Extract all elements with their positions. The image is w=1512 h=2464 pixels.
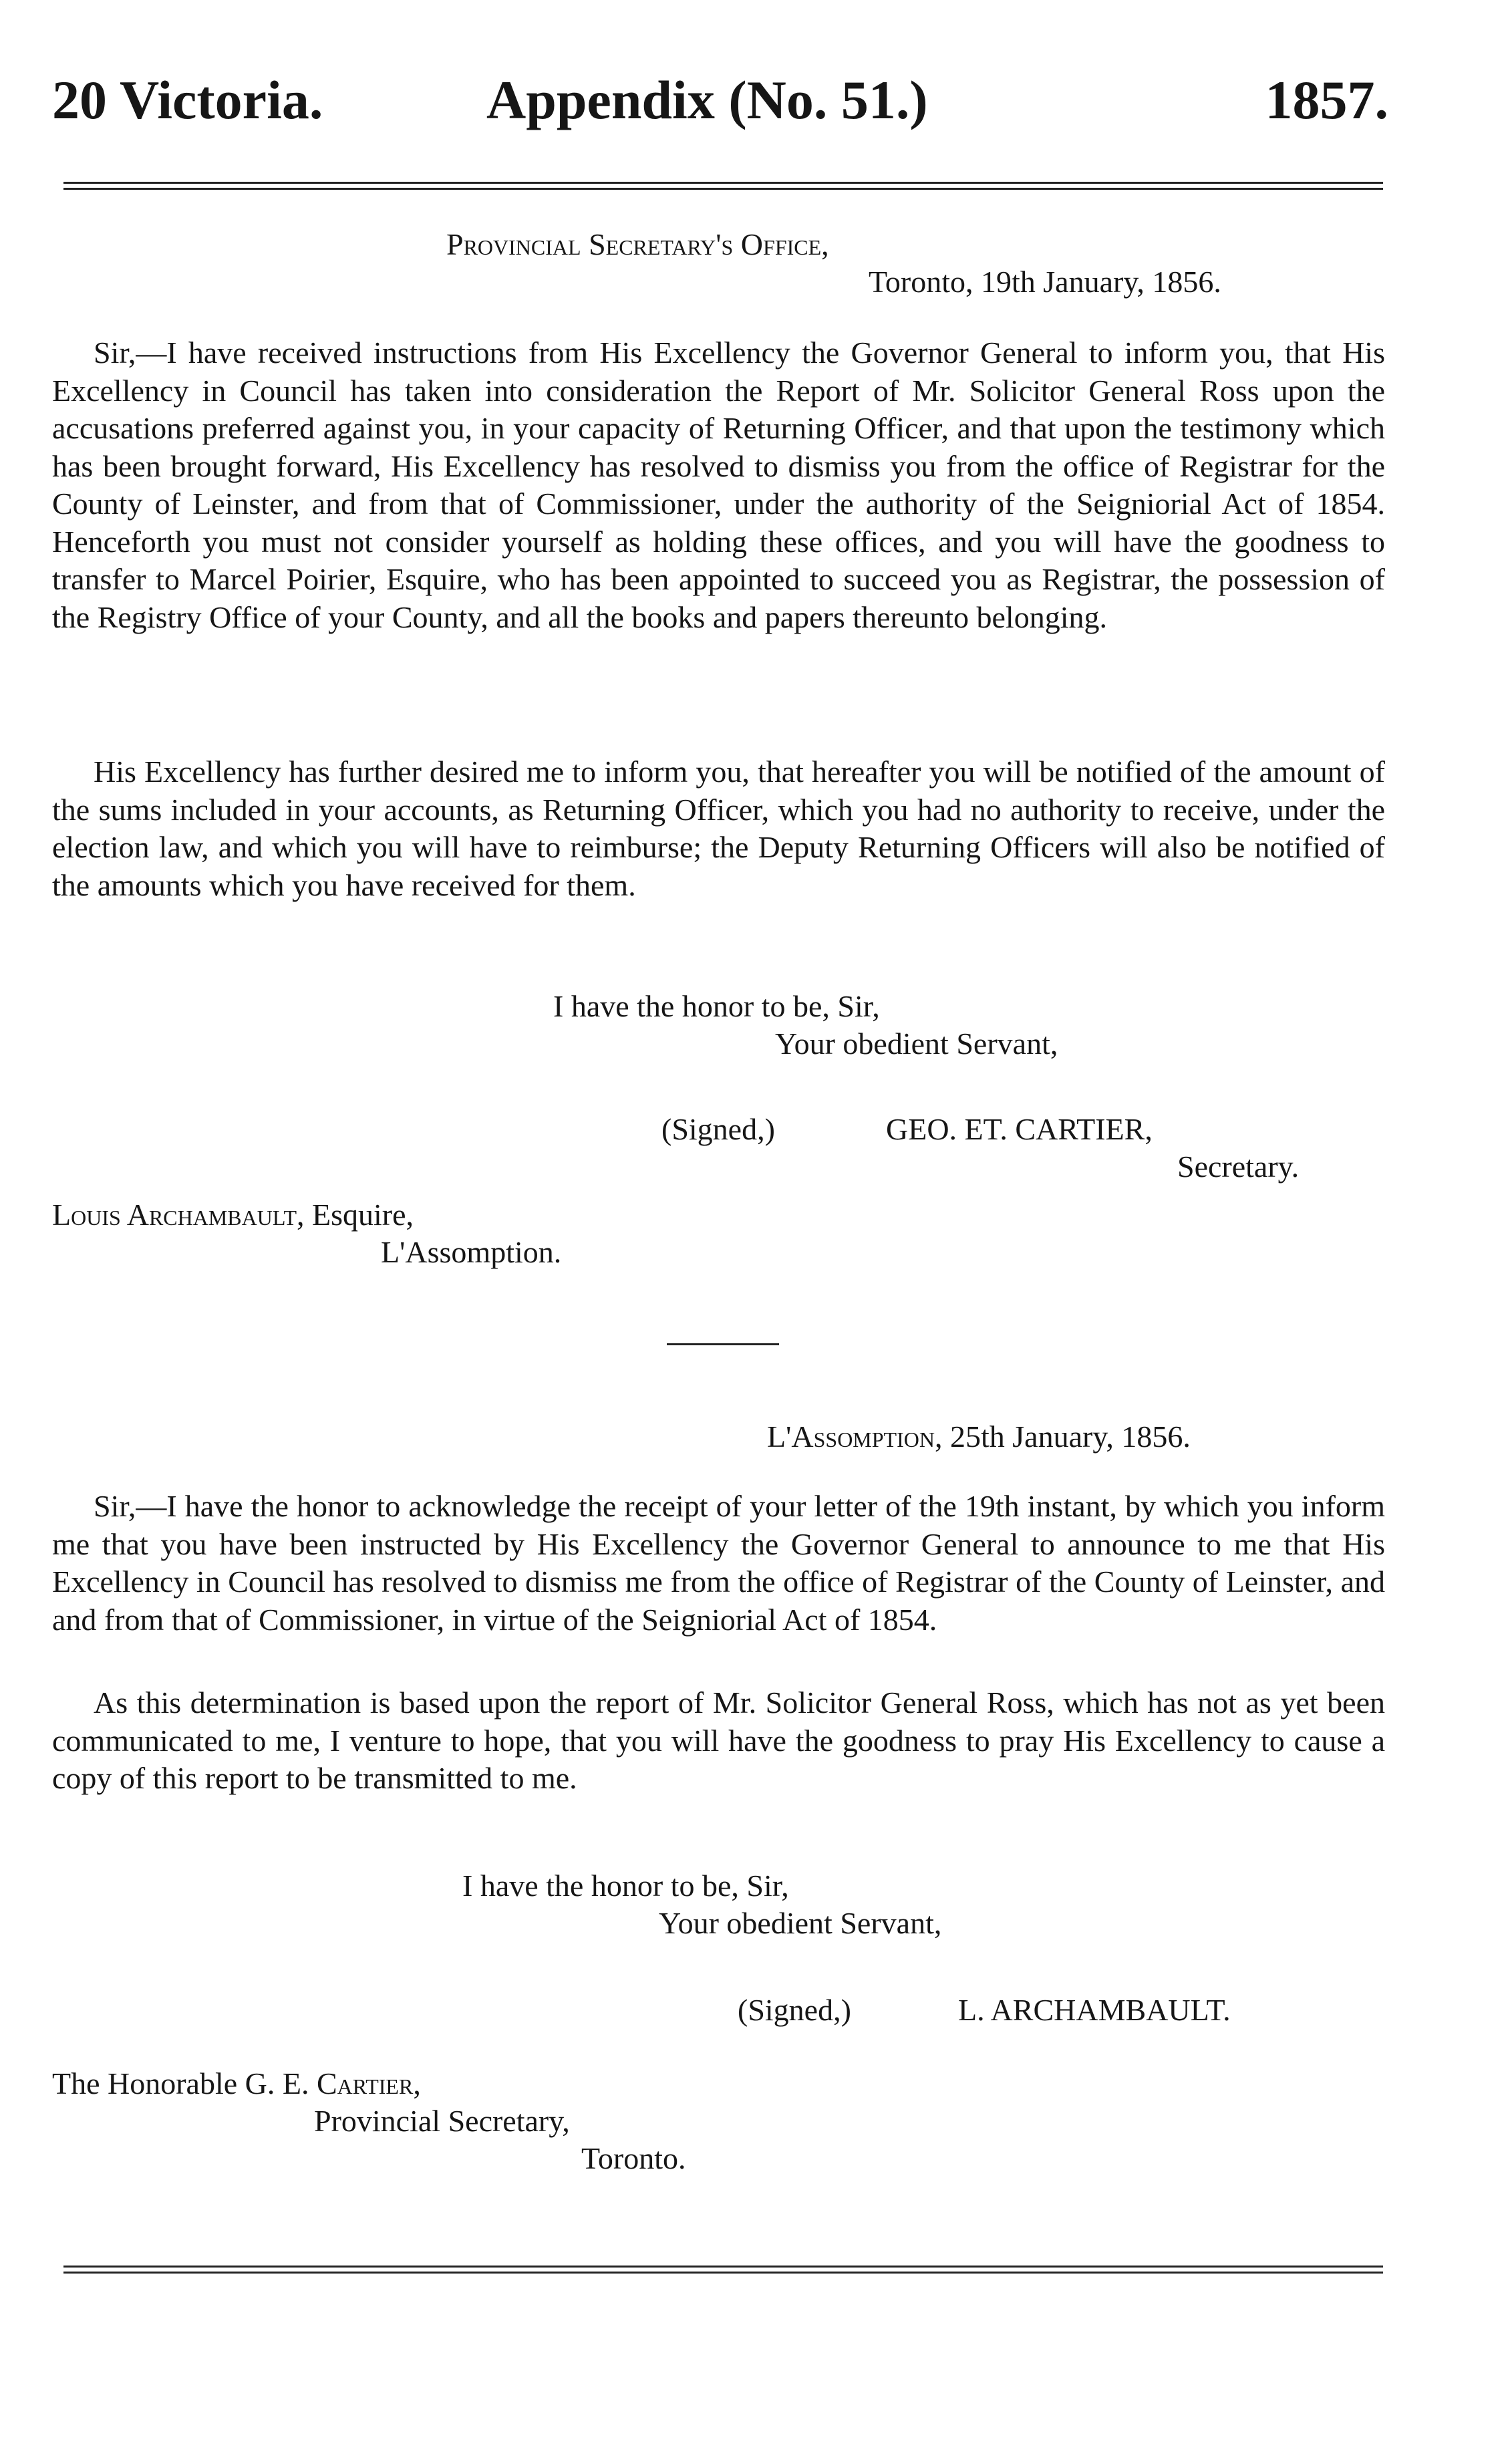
section-divider [667, 1343, 779, 1345]
letter1-place-date: Toronto, 19th January, 1856. [869, 265, 1221, 299]
letter2-signed-label: (Signed,) [738, 1993, 851, 2027]
letter2-addressee-suffix: , [413, 2066, 421, 2100]
letter2-addressee-place: Toronto. [581, 2141, 686, 2175]
letter1-closing-1: I have the honor to be, Sir, [553, 989, 880, 1023]
letter1-closing-2: Your obedient Servant, [775, 1026, 1058, 1061]
letter2-closing-2: Your obedient Servant, [659, 1906, 942, 1940]
letter2-closing-1: I have the honor to be, Sir, [462, 1869, 789, 1903]
page-header [52, 63, 1388, 137]
header-appendix: Appendix (No. 51.) [486, 70, 928, 130]
footer-rule [63, 2266, 1383, 2274]
header-year: 1857. [1265, 70, 1388, 130]
letter1-office: Provincial Secretary's Office, [446, 227, 829, 261]
letter1-signed-label: (Signed,) [661, 1112, 775, 1146]
letter1-paragraph-2: His Excellency has further desired me to inform you, that hereafter you will be notified of the amount of the sums included in your accounts, as Returning Officer, which you had no authority to receive, under the election law, and which you will have to reimburse; the Deputy Returning Officers will also be notified of the amounts which you have received for them. [52, 755, 1385, 902]
letter2-paragraph-1: Sir,—I have the honor to acknowledge the receipt of your letter of the 19th instant, by which you inform me that you have been instructed by His Excellency the Governor General to announce to me that His Excellency in Council has resolved to dismiss me from the office of Registrar of the County of Leinster, and and from that of Commissioner, in virtue of the Seigniorial Act of 1854. [52, 1489, 1385, 1637]
letter2-place: L'Assomption [767, 1419, 935, 1454]
letter2-addressee-title: Provincial Secretary, [314, 2104, 570, 2138]
letter2-paragraph-2: As this determination is based upon the report of Mr. Solicitor General Ross, which has not as yet been communicated to me, I venture to hope, that you will have the goodness to pray His Excellency to cause a copy of this report to be transmitted to me. [52, 1685, 1385, 1795]
letter1-paragraph-1: Sir,—I have received instructions from His Excellency the Governor General to inform you, that His Excellency in Council has taken into consideration the Report of Mr. Solicitor General Ross upon the accusations preferred against you, in your capacity of Returning Officer, and that upon the testimony which has been brought forward, His Excellency has resolved to dismiss you from the office of Registrar for the County of Leinster, and from that of Commissioner, under the authority of the Seigniorial Act of 1854. Henceforth you must not consider yourself as holding these offices, and you will have the goodness to transfer to Marcel Poirier, Esquire, who has been appointed to succeed you as Registrar, the possession of the Registry Office of your County, and all the books and papers thereunto belonging. [52, 335, 1385, 634]
letter1-signer: GEO. ET. CARTIER, [886, 1112, 1153, 1146]
letter2-addressee-prefix: The Honorable G. E. [52, 2066, 317, 2100]
letter2-date: , 25th January, 1856. [934, 1419, 1191, 1454]
letter2-signer: L. ARCHAMBAULT. [958, 1993, 1231, 2027]
header-session: 20 Victoria. [52, 70, 323, 130]
letter1-signer-title: Secretary. [1177, 1149, 1300, 1184]
letter1-addressee-name: Louis Archambault [52, 1198, 297, 1232]
letter1-addressee-place: L'Assomption. [381, 1235, 562, 1269]
letter2-place-date [767, 1418, 1191, 1456]
letter2-addressee [52, 2065, 421, 2102]
letter2-addressee-name: Cartier [317, 2066, 414, 2100]
header-rule [63, 182, 1383, 190]
letter1-addressee-suffix: , Esquire, [297, 1198, 414, 1232]
letter1-addressee [52, 1196, 414, 1234]
